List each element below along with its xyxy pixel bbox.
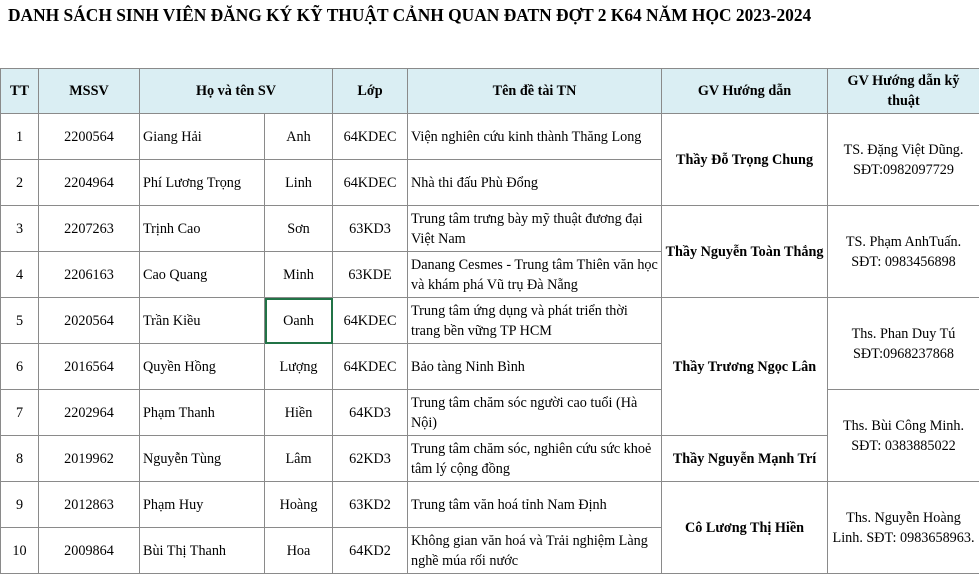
cell-tech-advisor[interactable]: Ths. Bùi Công Minh. SĐT: 0383885022: [828, 390, 979, 482]
table-row: [1, 390, 979, 436]
cell-topic[interactable]: Trung tâm trưng bày mỹ thuật đương đại Việt Nam: [408, 206, 662, 252]
selected-cell-given-name[interactable]: Oanh: [265, 298, 333, 344]
cell-advisor[interactable]: Thầy Đỗ Trọng Chung: [662, 114, 828, 206]
cell-mssv[interactable]: 2204964: [39, 160, 140, 206]
cell-given-name[interactable]: Linh: [265, 160, 333, 206]
cell-given-name[interactable]: Lâm: [265, 436, 333, 482]
cell-class[interactable]: 62KD3: [333, 436, 408, 482]
cell-advisor[interactable]: Thầy Nguyễn Toàn Thắng: [662, 206, 828, 298]
cell-mssv[interactable]: 2020564: [39, 298, 140, 344]
cell-mssv[interactable]: 2200564: [39, 114, 140, 160]
cell-given-name[interactable]: Sơn: [265, 206, 333, 252]
cell-given-name[interactable]: Hoàng: [265, 482, 333, 528]
cell-tt[interactable]: 5: [1, 298, 39, 344]
cell-mssv[interactable]: 2019962: [39, 436, 140, 482]
header-tt[interactable]: TT: [1, 69, 39, 114]
cell-topic[interactable]: Viện nghiên cứu kinh thành Thăng Long: [408, 114, 662, 160]
cell-surname[interactable]: Nguyễn Tùng: [140, 436, 265, 482]
cell-class[interactable]: 64KD2: [333, 528, 408, 574]
table-row: [1, 482, 979, 528]
cell-mssv[interactable]: 2207263: [39, 206, 140, 252]
cell-tt[interactable]: 8: [1, 436, 39, 482]
cell-given-name[interactable]: Hoa: [265, 528, 333, 574]
header-name[interactable]: Họ và tên SV: [140, 69, 333, 114]
cell-mssv[interactable]: 2206163: [39, 252, 140, 298]
cell-given-name[interactable]: Minh: [265, 252, 333, 298]
cell-advisor[interactable]: Thầy Trương Ngọc Lân: [662, 298, 828, 436]
cell-class[interactable]: 64KD3: [333, 390, 408, 436]
cell-tt[interactable]: 7: [1, 390, 39, 436]
cell-class[interactable]: 63KD2: [333, 482, 408, 528]
cell-class[interactable]: 63KDE: [333, 252, 408, 298]
header-class[interactable]: Lớp: [333, 69, 408, 114]
cell-given-name[interactable]: Hiền: [265, 390, 333, 436]
cell-topic[interactable]: Trung tâm văn hoá tỉnh Nam Định: [408, 482, 662, 528]
cell-topic[interactable]: Trung tâm chăm sóc người cao tuổi (Hà Nội): [408, 390, 662, 436]
cell-surname[interactable]: Giang Hải: [140, 114, 265, 160]
cell-topic[interactable]: Bảo tàng Ninh Bình: [408, 344, 662, 390]
cell-surname[interactable]: Cao Quang: [140, 252, 265, 298]
cell-mssv[interactable]: 2016564: [39, 344, 140, 390]
cell-tt[interactable]: 1: [1, 114, 39, 160]
cell-surname[interactable]: Trần Kiều: [140, 298, 265, 344]
table-row: [1, 206, 979, 252]
cell-tt[interactable]: 2: [1, 160, 39, 206]
header-mssv[interactable]: MSSV: [39, 69, 140, 114]
cell-surname[interactable]: Phí Lương Trọng: [140, 160, 265, 206]
cell-tt[interactable]: 6: [1, 344, 39, 390]
cell-given-name[interactable]: Anh: [265, 114, 333, 160]
cell-topic[interactable]: Nhà thi đấu Phù Đổng: [408, 160, 662, 206]
cell-tech-advisor[interactable]: TS. Đặng Việt Dũng. SĐT:0982097729: [828, 114, 979, 206]
header-row: [1, 69, 979, 114]
cell-surname[interactable]: Trịnh Cao: [140, 206, 265, 252]
cell-advisor[interactable]: Cô Lương Thị Hiền: [662, 482, 828, 574]
cell-tech-advisor[interactable]: TS. Phạm AnhTuấn. SĐT: 0983456898: [828, 206, 979, 298]
header-advisor[interactable]: GV Hướng dẫn: [662, 69, 828, 114]
cell-topic[interactable]: Không gian văn hoá và Trải nghiệm Làng nghề múa rối nước: [408, 528, 662, 574]
sheet-title: DANH SÁCH SINH VIÊN ĐĂNG KÝ KỸ THUẬT CẢNH QUAN ĐATN ĐỢT 2 K64 NĂM HỌC 2023-2024: [8, 3, 979, 27]
table-row: [1, 114, 979, 160]
cell-surname[interactable]: Quyền Hồng: [140, 344, 265, 390]
cell-surname[interactable]: Phạm Huy: [140, 482, 265, 528]
cell-class[interactable]: 64KDEC: [333, 298, 408, 344]
cell-mssv[interactable]: 2202964: [39, 390, 140, 436]
cell-tt[interactable]: 3: [1, 206, 39, 252]
cell-class[interactable]: 63KD3: [333, 206, 408, 252]
cell-tt[interactable]: 4: [1, 252, 39, 298]
cell-surname[interactable]: Phạm Thanh: [140, 390, 265, 436]
table-row: [1, 298, 979, 344]
cell-class[interactable]: 64KDEC: [333, 160, 408, 206]
cell-topic[interactable]: Trung tâm chăm sóc, nghiên cứu sức khoẻ tâm lý cộng đồng: [408, 436, 662, 482]
header-topic[interactable]: Tên đề tài TN: [408, 69, 662, 114]
cell-tech-advisor[interactable]: Ths. Phan Duy Tú SĐT:0968237868: [828, 298, 979, 390]
cell-tt[interactable]: 10: [1, 528, 39, 574]
cell-class[interactable]: 64KDEC: [333, 344, 408, 390]
header-tech-advisor[interactable]: GV Hướng dẫn kỹ thuật: [828, 69, 979, 114]
cell-topic[interactable]: Danang Cesmes - Trung tâm Thiên văn học và khám phá Vũ trụ Đà Nẵng: [408, 252, 662, 298]
cell-advisor[interactable]: Thầy Nguyễn Mạnh Trí: [662, 436, 828, 482]
cell-tt[interactable]: 9: [1, 482, 39, 528]
student-table: [0, 68, 979, 574]
cell-mssv[interactable]: 2009864: [39, 528, 140, 574]
cell-topic[interactable]: Trung tâm ứng dụng và phát triển thời trang bền vững TP HCM: [408, 298, 662, 344]
cell-mssv[interactable]: 2012863: [39, 482, 140, 528]
cell-tech-advisor[interactable]: Ths. Nguyễn Hoàng Linh. SĐT: 0983658963.: [828, 482, 979, 574]
cell-given-name[interactable]: Lượng: [265, 344, 333, 390]
cell-class[interactable]: 64KDEC: [333, 114, 408, 160]
cell-surname[interactable]: Bùi Thị Thanh: [140, 528, 265, 574]
